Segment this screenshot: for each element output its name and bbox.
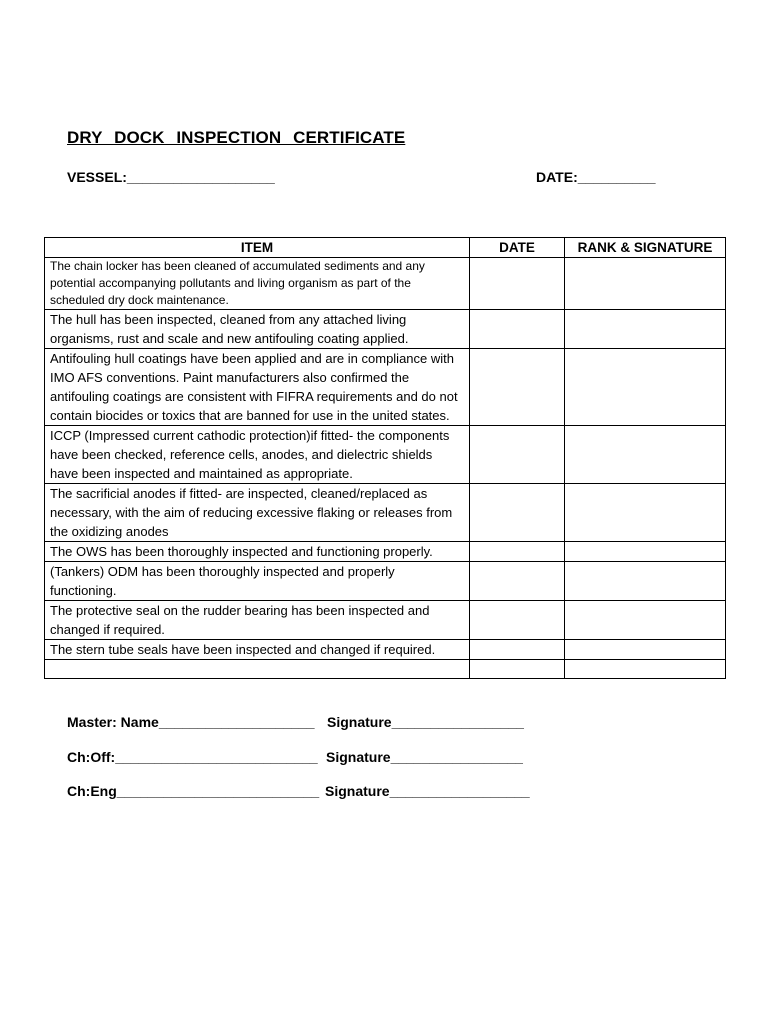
- date-cell[interactable]: [470, 601, 565, 640]
- signature-cell[interactable]: [565, 640, 726, 660]
- date-cell-blank[interactable]: [470, 660, 565, 679]
- signature-cell[interactable]: [565, 601, 726, 640]
- table-row-blank: [45, 660, 726, 679]
- item-cell-blank[interactable]: [45, 660, 470, 679]
- header-item: ITEM: [45, 238, 470, 258]
- item-cell: Antifouling hull coatings have been applied and are in compliance with IMO AFS conventions. Paint manufacturers also confirmed the antifouling coatings are consistent with FIFRA requirements and do not contain biocides or toxics that are banned for use in the united states.: [45, 349, 470, 426]
- inspection-table: [44, 237, 726, 679]
- table-row: [45, 426, 726, 484]
- signature-cell[interactable]: [565, 349, 726, 426]
- chief-engineer-field[interactable]: Ch:Eng__________________________: [67, 783, 320, 799]
- item-cell: The stern tube seals have been inspected and changed if required.: [45, 640, 470, 660]
- chief-engineer-signature-field[interactable]: Signature__________________: [325, 783, 530, 799]
- item-cell: The chain locker has been cleaned of accumulated sediments and any potential accompanying pollutants and living organism as part of the scheduled dry dock maintenance.: [45, 258, 470, 310]
- item-cell: The protective seal on the rudder bearing has been inspected and changed if required.: [45, 601, 470, 640]
- item-cell: The hull has been inspected, cleaned from any attached living organisms, rust and scale and new antifouling coating applied.: [45, 310, 470, 349]
- header-date: DATE: [470, 238, 565, 258]
- item-cell: ICCP (Impressed current cathodic protection)if fitted- the components have been checked, reference cells, anodes, and dielectric shields have been inspected and maintained as appropriate.: [45, 426, 470, 484]
- item-cell: (Tankers) ODM has been thoroughly inspected and properly functioning.: [45, 562, 470, 601]
- chief-officer-field[interactable]: Ch:Off:__________________________: [67, 749, 318, 765]
- date-cell[interactable]: [470, 426, 565, 484]
- table-row: [45, 640, 726, 660]
- date-cell[interactable]: [470, 640, 565, 660]
- signature-cell[interactable]: [565, 562, 726, 601]
- signature-cell[interactable]: [565, 426, 726, 484]
- date-field[interactable]: DATE:__________: [536, 169, 656, 185]
- signature-cell[interactable]: [565, 258, 726, 310]
- item-cell: The OWS has been thoroughly inspected and functioning properly.: [45, 542, 470, 562]
- date-cell[interactable]: [470, 349, 565, 426]
- table-row: [45, 349, 726, 426]
- table-row: [45, 542, 726, 562]
- table-header-row: [45, 238, 726, 258]
- certificate-title: DRY DOCK INSPECTION CERTIFICATE: [67, 128, 406, 147]
- date-cell[interactable]: [470, 562, 565, 601]
- signature-cell-blank[interactable]: [565, 660, 726, 679]
- item-cell: The sacrificial anodes if fitted- are inspected, cleaned/replaced as necessary, with the aim of reducing excessive flaking or releases from the oxidizing anodes: [45, 484, 470, 542]
- vessel-field[interactable]: VESSEL:___________________: [67, 169, 275, 185]
- table-row: [45, 601, 726, 640]
- header-rank-signature: RANK & SIGNATURE: [565, 238, 726, 258]
- date-cell[interactable]: [470, 258, 565, 310]
- table-row: [45, 310, 726, 349]
- master-name-field[interactable]: Master: Name____________________: [67, 714, 315, 730]
- date-cell[interactable]: [470, 542, 565, 562]
- signature-cell[interactable]: [565, 484, 726, 542]
- date-cell[interactable]: [470, 310, 565, 349]
- table-row: [45, 484, 726, 542]
- master-signature-field[interactable]: Signature_________________: [327, 714, 524, 730]
- signature-cell[interactable]: [565, 310, 726, 349]
- date-cell[interactable]: [470, 484, 565, 542]
- signature-cell[interactable]: [565, 542, 726, 562]
- table-row: [45, 562, 726, 601]
- chief-officer-signature-field[interactable]: Signature_________________: [326, 749, 523, 765]
- table-row: [45, 258, 726, 310]
